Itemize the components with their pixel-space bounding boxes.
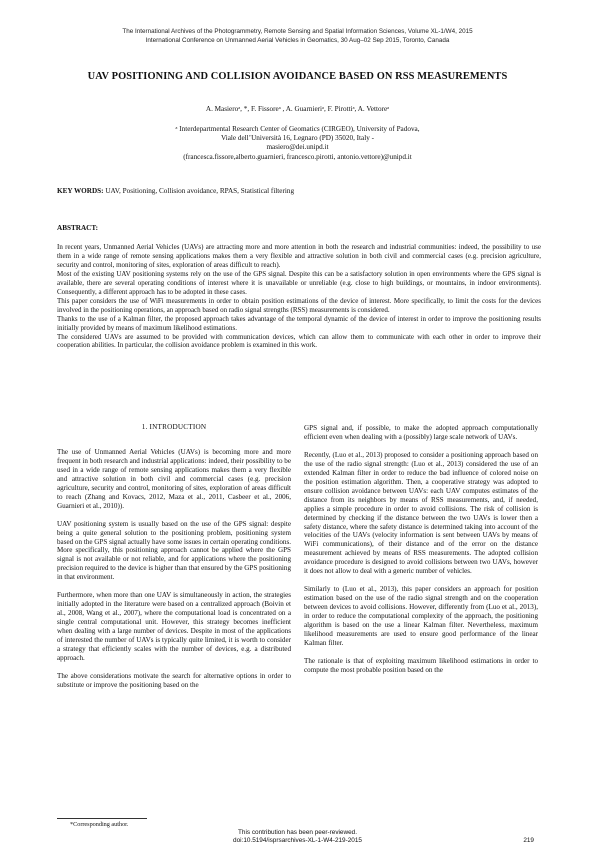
abstract-paragraph: The considered UAVs are assumed to be provided with communication devices, which can allow them to communicate with each other in order to improve their cooperation abilities. In particular, the collision avoidance problem is examined in this work. (57, 332, 541, 350)
right-column (304, 424, 538, 684)
body-paragraph: The use of Unmanned Aerial Vehicles (UAVs) is becoming more and more frequent in both research and industrial applications: indeed, their possibility to be used in a wide range of remote sensing applications makes them a very flexible and attractive solution in both civil and commercial cases (e.g. precision agriculture, security and control, monitoring of sites, exploration of areas difficult to reach (Zhang and Kovacs, 2012, Maza et al., 2011, Casbeer et al., 2006, Guarnieri et al., 2010)). (57, 447, 291, 510)
body-paragraph: The above considerations motivate the search for alternative options in order to substitute or improve the positioning based on the (57, 671, 291, 689)
keywords-text: UAV, Positioning, Collision avoidance, RPAS, Statistical filtering (103, 187, 295, 195)
keywords-label: KEY WORDS: (57, 187, 104, 195)
header-line-2: International Conference on Unmanned Aerial Vehicles in Geomatics, 30 Aug–02 Sep 2015, Toronto, Canada (145, 36, 450, 44)
affiliation (100, 125, 495, 162)
footnote-rule (57, 818, 147, 819)
affiliation-line-2: Viale dell’Università 16, Legnaro (PD) 35020, Italy - (220, 134, 375, 143)
footer-doi: doi:10.5194/isprsarchives-XL-1-W4-219-2015 (233, 837, 362, 845)
paper-title: UAV POSITIONING AND COLLISION AVOIDANCE BASED ON RSS MEASUREMENTS (87, 71, 508, 82)
abstract-heading: ABSTRACT: (57, 224, 99, 232)
section-heading-introduction: 1. INTRODUCTION (141, 423, 207, 431)
affiliation-email: masiero@dei.unipd.it (266, 143, 329, 152)
abstract-paragraph: This paper considers the use of WiFi measurements in order to obtain position estimations of the device of interest. More specifically, to limit the costs for the devices involved in the positioning operations, an approach based on radio signal strengths (RSS) measurements is considered. (57, 296, 541, 314)
page-footer (40, 829, 555, 846)
authors: A. Masieroᵃ, *, F. Fissoreᵃ , A. Guarnieriᵃ, F. Pirottiᵃ, A. Vettoreᵃ (205, 105, 390, 113)
body-paragraph: The rationale is that of exploiting maximum likelihood estimations in order to compute the most probable position based on the (304, 656, 538, 674)
abstract-body (57, 243, 541, 350)
body-paragraph: UAV positioning system is usually based on the use of the GPS signal: despite being a quite general solution to the positioning problem, positioning system based on the GPS signal actually have some issues in certain operating conditions. More specifically, this positioning approach cannot be applied where the GPS signal is not available or not reliable, and for applications where the positioning precision required to the device is higher than that ensured by the GPS positioning in that environment. (57, 519, 291, 582)
body-paragraph: Furthermore, when more than one UAV is simultaneously in action, the strategies initially adopted in the literature were based on a centralized approach (Boivin et al., 2008, Wang et al., 2007), where the computational load is concentrated on a single central computational unit. However, this strategy becomes inefficient when dealing with a large number of devices. Despite in most of the applications of interested the number of UAVs is typically quite limited, it is worth to consider a strategy that efficiently scales with the number of devices, e.g. a distributed approach. (57, 591, 291, 662)
keywords (57, 187, 542, 195)
affiliation-emails: (francesca.fissore,alberto.guarnieri, francesco.pirotti, antonio.vettore)@unipd.it (183, 152, 412, 161)
body-paragraph: Recently, (Luo et al., 2013) proposed to consider a positioning approach based on the use of the radio signal strength: (Luo et al., 2013) considered the use of an extended Kalman filter in order to reduce the bad influence of colored noise on the position estimation algorithm. Then, a cooperative strategy was adopted to ensure collision avoidance between UAVs: each UAV computes estimates of the distance from its neighbors by means of RSS measurements, and, if needed, applies a simple procedure in order to avoid collisions. The risk of collision is determined by checking if the distance between the two UAVs is lower then a safety distance, where the safety distance is determined taking into account of the velocities of the UAVs (velocity information is sent between UAVs by means of WiFi communications), of their distance and of the error on the distance measurement achieved by means of RSS measurements. The adopted collision avoidance procedure is designed to avoid collisions between two UAVs, however it does not allow to deal with a generic number of vehicles. (304, 450, 538, 576)
abstract-paragraph: Thanks to the use of a Kalman filter, the proposed approach takes advantage of the temporal dynamic of the device of interest in order to improve the positioning results initially provided by means of maximum likelihood estimations. (57, 314, 541, 332)
left-column (57, 423, 291, 699)
page-number: 219 (523, 837, 534, 844)
abstract-paragraph: In recent years, Unmanned Aerial Vehicles (UAVs) are attracting more and more attention in both the research and industrial communities: indeed, the possibility to use them in a wide range of remote sensing applications makes them a very flexible and attractive solution in both civil and commercial cases (e.g. precision agriculture, security and control, monitoring of sites, exploration of areas difficult to reach). (57, 243, 541, 269)
running-header (40, 28, 555, 45)
body-paragraph: Similarly to (Luo et al., 2013), this paper considers an approach for position estimation based on the use of the radio signal strength and on the cooperation between devices to avoid collisions. However, differently from (Luo et al., 2013), in order to reduce the computational complexity of the approach, the positioning algorithm is based on the use a linear Kalman filter. Nevertheless, maximum likelihood measurements are used to ensure good performance of the linear Kalman filter. (304, 585, 538, 647)
footer-review-note: This contribution has been peer-reviewed. (237, 829, 357, 836)
body-paragraph: GPS signal and, if possible, to make the adopted approach computationally efficient even when dealing with a (possibly) large scale network of UAVs. (304, 424, 538, 441)
abstract-paragraph: Most of the existing UAV positioning systems rely on the use of the GPS signal. Despite this can be a satisfactory solution in open environments where the GPS signal is available, there are several operating conditions of interest where it is unavailable or unreliable (e.g. close to high buildings, or mountains, in indoor environments). Consequently, a different approach has to be adopted in these cases. (57, 269, 541, 296)
footnote: *Corresponding author. (70, 821, 129, 828)
header-line-1: The International Archives of the Photogrammetry, Remote Sensing and Spatial Information Sciences, Volume XL-1/W4, 2015 (122, 28, 473, 35)
affiliation-line-1: ᵃ Interdepartmental Research Center of Geomatics (CIRGEO), University of Padova, (175, 125, 420, 133)
